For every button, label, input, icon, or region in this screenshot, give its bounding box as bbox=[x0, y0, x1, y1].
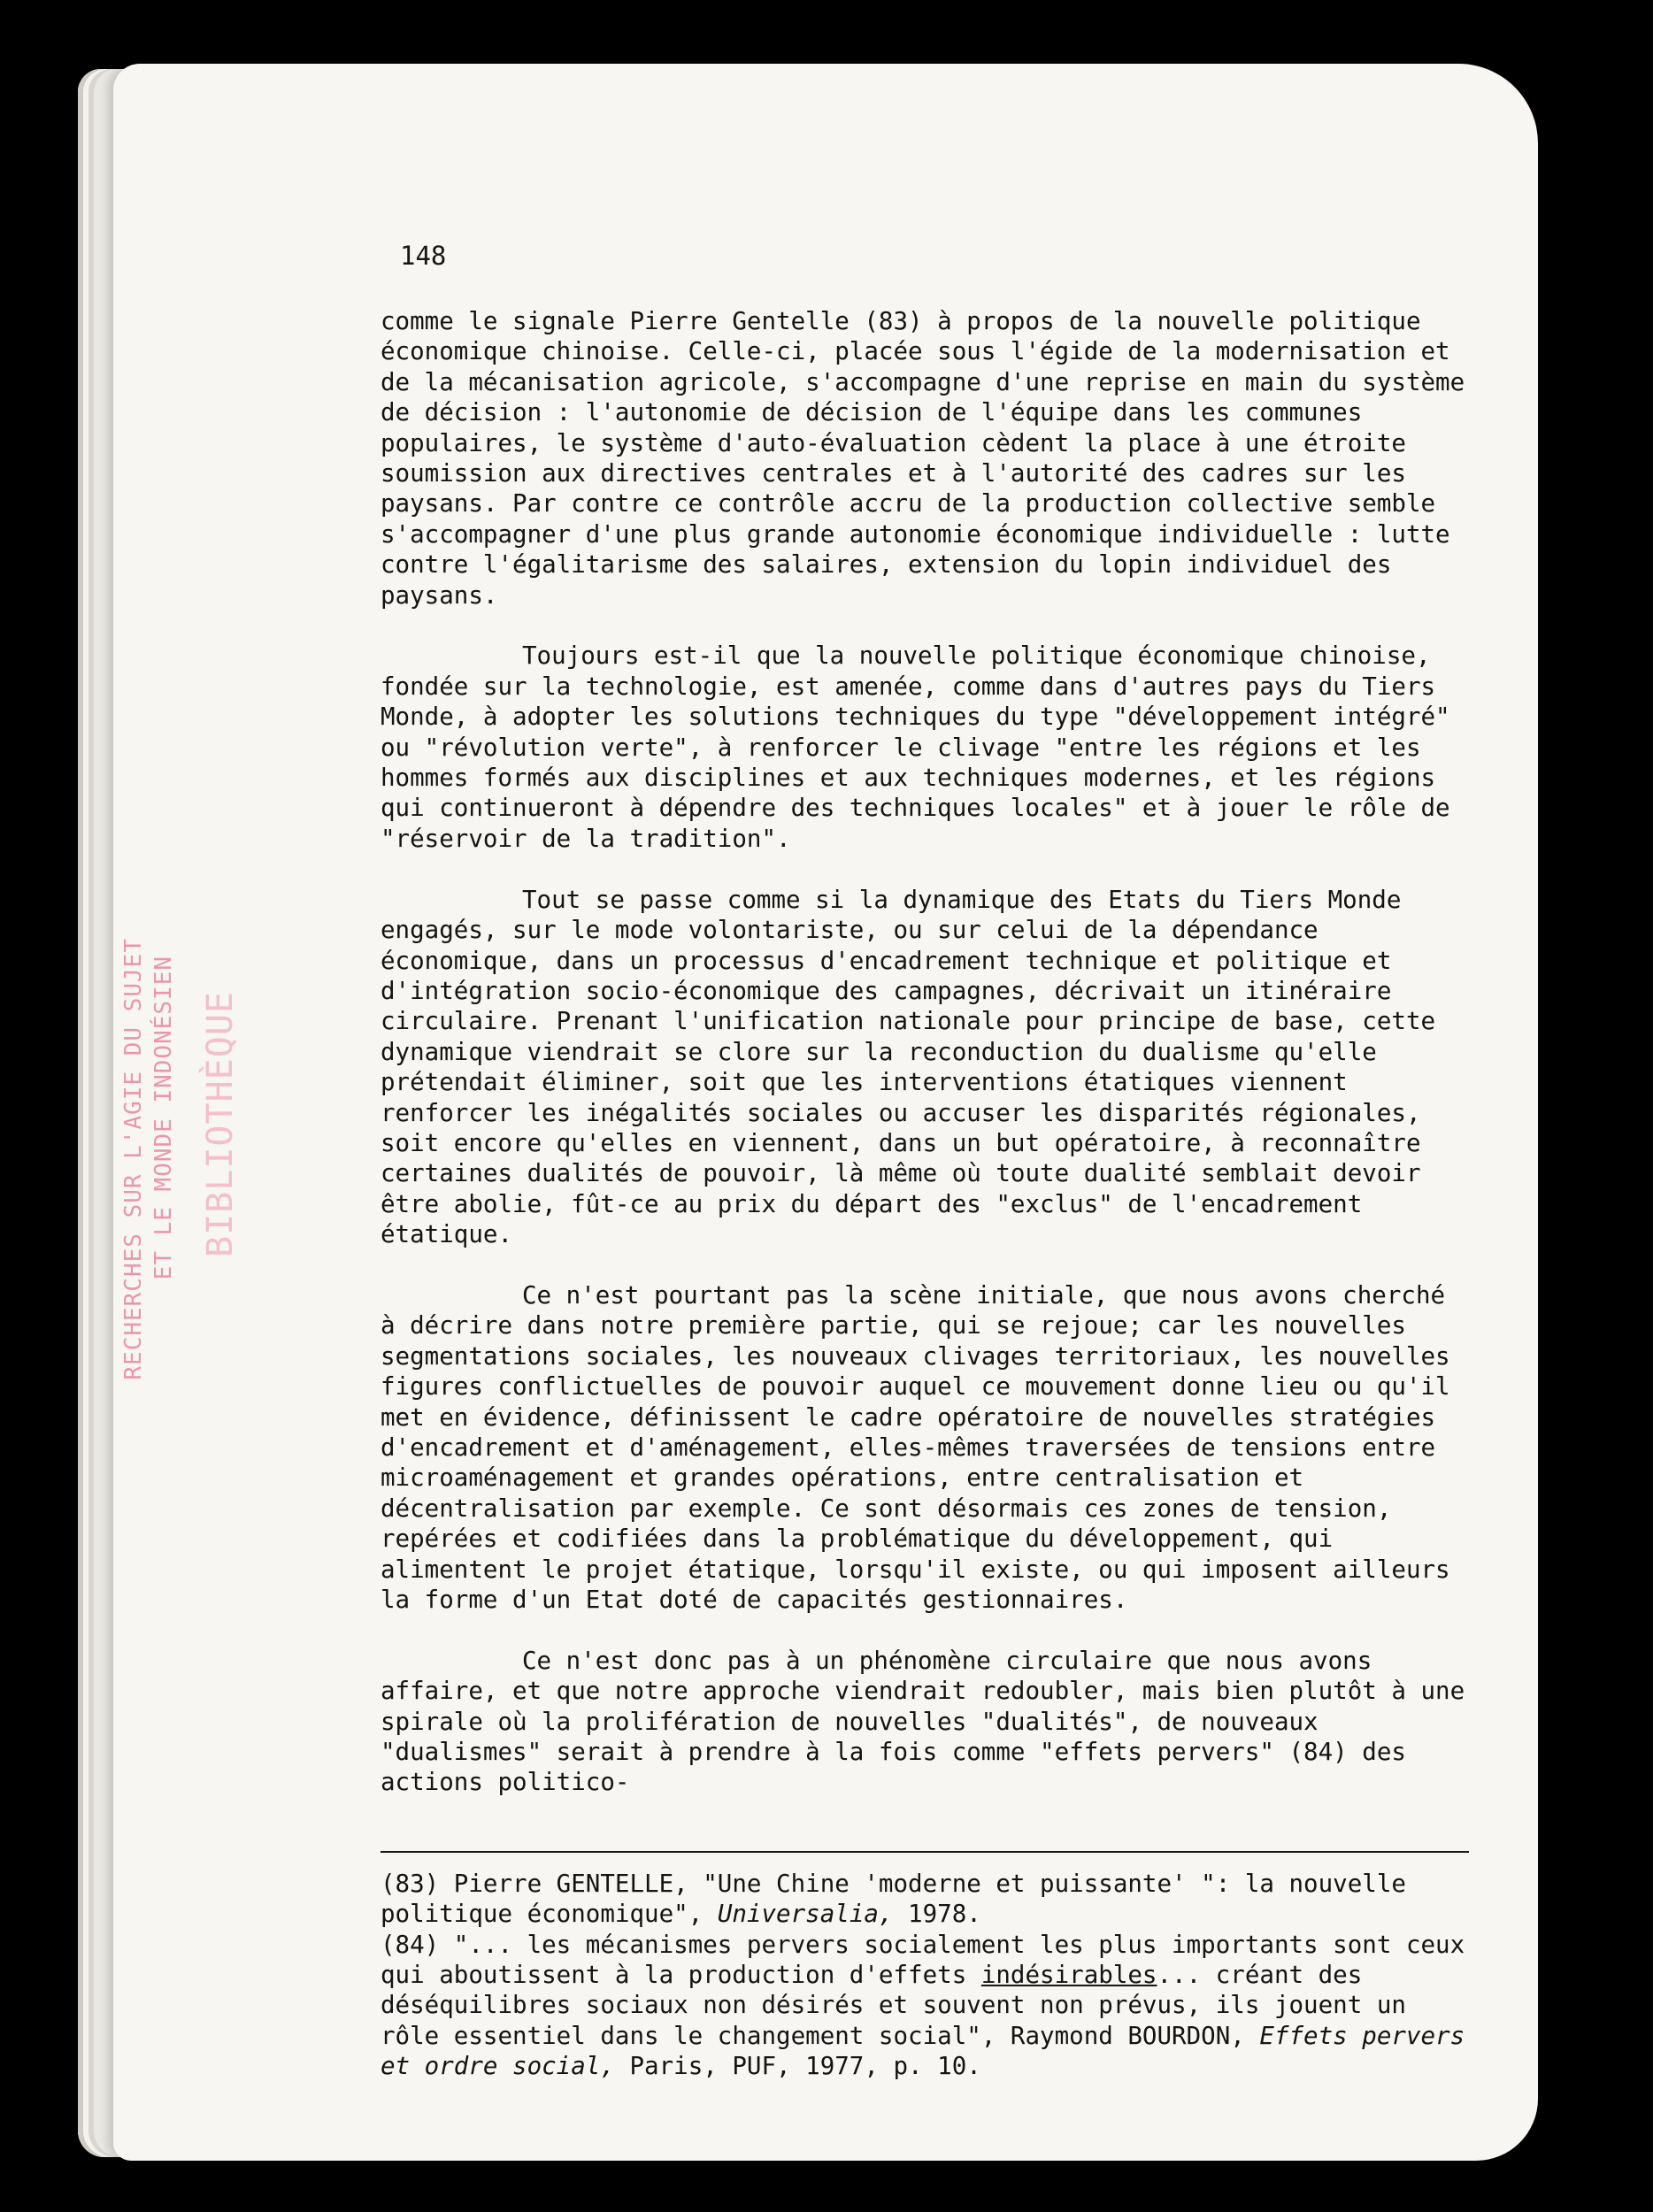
footnote-83-italic: Universalia, bbox=[717, 1900, 894, 1929]
footnote-83-text: (83) Pierre GENTELLE, "Une Chine 'moderne et puissante' ": la nouvelle politique économique", bbox=[381, 1869, 1406, 1929]
stamp-line-2: ET LE MONDE INDONÉSIEN bbox=[150, 956, 177, 1280]
footnote-84 bbox=[381, 1930, 1469, 2082]
footnote-separator bbox=[381, 1851, 1469, 1853]
footnote-84-italic: Effets pervers et ordre social, bbox=[381, 2021, 1465, 2081]
footnote-84-end: Paris, PUF, 1977, p. 10. bbox=[614, 2052, 981, 2081]
paragraph-4: Ce n'est pourtant pas la scène initiale, que nous avons cherché à décrire dans notre première partie, qui se rejoue; car les nouvelles segmentations sociales, les nouveaux clivages territoriaux, les nouvelles figures conflictuelles de pouvoir auquel ce mouvement donne lieu ou qu'il met en évidence, définissent le cadre opératoire de nouvelles stratégies d'encadrement et d'aménagement, elles-mêmes traversées de tensions entre microaménagement et grandes opérations, entre centralisation et décentralisation par exemple. Ce sont désormais ces zones de tension, repérées et codifiées dans la problématique du développement, qui alimentent le projet étatique, lorsqu'il existe, ou qui imposent ailleurs la forme d'un Etat doté de capacités gestionnaires. bbox=[381, 1280, 1450, 1615]
paragraph-3: Tout se passe comme si la dynamique des Etats du Tiers Monde engagés, sur le mode volontariste, ou sur celui de la dépendance économique, dans un processus d'encadrement technique et politique et d'intégration socio-économique des campagnes, décrivait un itinéraire circulaire. Prenant l'unification nationale pour principe de base, cette dynamique viendrait se clore sur la reconduction du dualisme qu'elle prétendait éliminer, soit que les interventions étatiques viennent renforcer les inégalités sociales ou accuser les disparités régionales, soit encore qu'elles en viennent, dans un but opératoire, à reconnaître certaines dualités de pouvoir, là même où toute dualité semblait devoir être abolie, fût-ce au prix du départ des "exclus" de l'encadrement étatique. bbox=[381, 885, 1436, 1249]
footnote-83 bbox=[381, 1869, 1469, 1930]
footnote-83-end: 1978. bbox=[893, 1900, 981, 1929]
main-text bbox=[381, 306, 1469, 2082]
footnote-84-text: (84) "... les mécanismes pervers socialement les plus importants sont ceux qui aboutissent à la production d'effets bbox=[381, 1930, 1465, 1990]
page-number: 148 bbox=[400, 241, 447, 271]
paragraph-1: comme le signale Pierre Gentelle (83) à propos de la nouvelle politique économique chinoise. Celle-ci, placée sous l'égide de la modernisation et de la mécanisation agricole, s'accompagne d'une reprise en main du système de décision : l'autonomie de décision de l'équipe dans les communes populaires, le système d'auto-évaluation cèdent la place à une étroite soumission aux directives centrales et à l'autorité des cadres sur les paysans. Par contre ce contrôle accru de la production collective semble s'accompagner d'une plus grande autonomie économique individuelle : lutte contre l'égalitarisme des salaires, extension du lopin individuel des paysans. bbox=[381, 307, 1465, 610]
footnote-84-middle: ... créant des déséquilibres sociaux non désirés et souvent non prévus, ils jouent un rôle essentiel dans le changement social", Raymond BOURDON, bbox=[381, 1961, 1406, 2050]
footnote-84-underlined: indésirables bbox=[980, 1961, 1157, 1990]
stamp-line-3: BIBLIOTHÈQUE bbox=[200, 991, 241, 1257]
stamp-line-1: RECHERCHES SUR L'AGIE DU SUJET bbox=[120, 938, 147, 1380]
paragraph-5: Ce n'est donc pas à un phénomène circulaire que nous avons affaire, et que notre approche viendrait redoubler, mais bien plutôt à une spirale où la prolifération de nouvelles "dualités", de nouveaux "dualismes" serait à prendre à la fois comme "effets pervers" (84) des actions politico- bbox=[381, 1646, 1465, 1797]
library-stamp bbox=[115, 938, 248, 1575]
paragraph-2: Toujours est-il que la nouvelle politique économique chinoise, fondée sur la technologie, est amenée, comme dans d'autres pays du Tiers Monde, à adopter les solutions techniques du type "développement intégré" ou "révolution verte", à renforcer le clivage "entre les régions et les hommes formés aux disciplines et aux techniques modernes, et les régions qui continueront à dépendre des techniques locales" et à jouer le rôle de "réservoir de la tradition". bbox=[381, 641, 1450, 853]
